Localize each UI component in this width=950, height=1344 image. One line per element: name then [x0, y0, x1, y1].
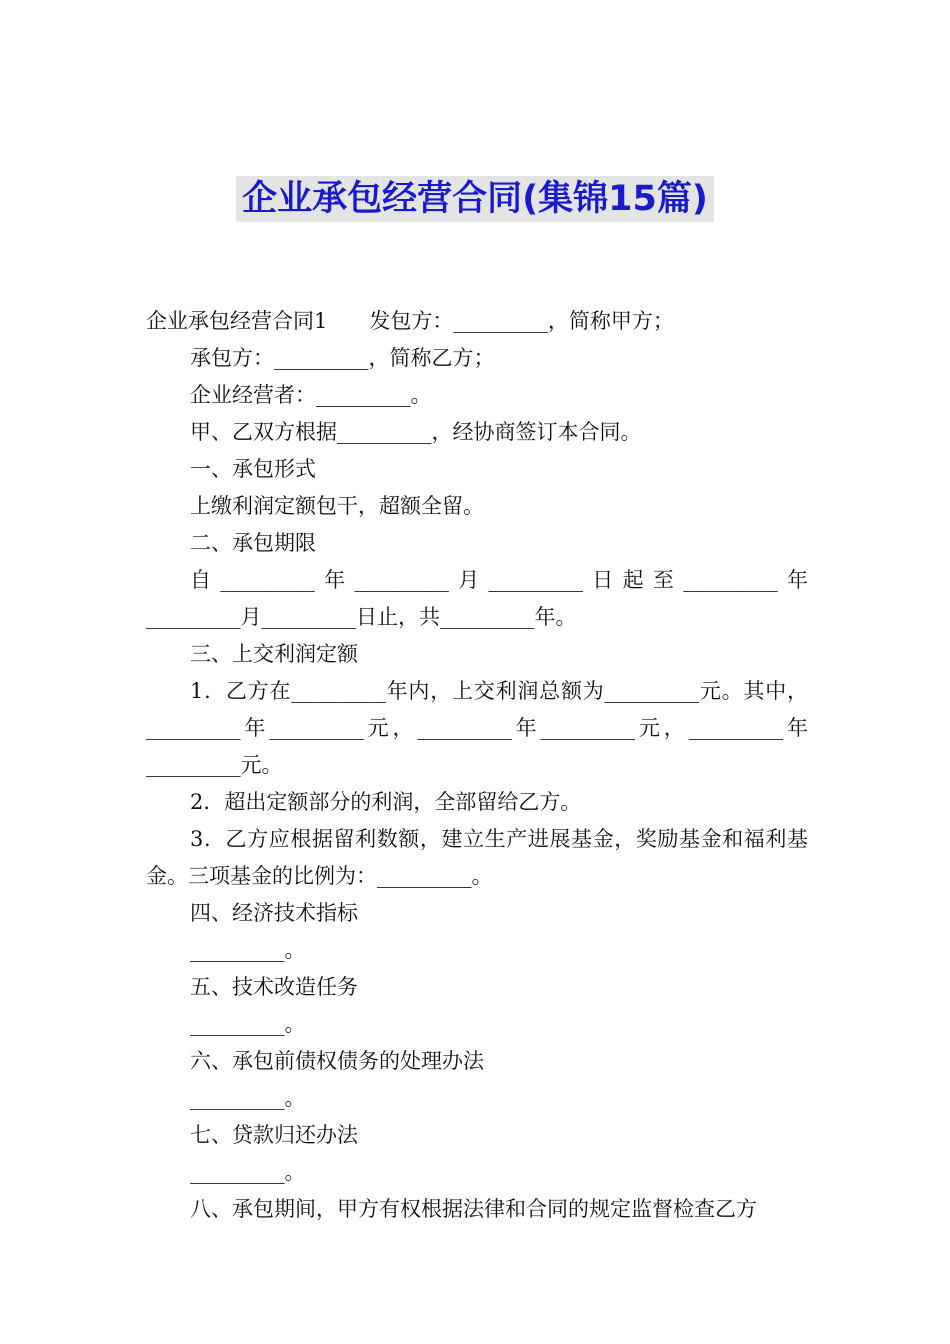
paragraph: 甲、乙双方根据_________，经协商签订本合同。 [190, 420, 642, 444]
paragraph: _________。 [190, 1086, 306, 1110]
paragraph: 三、上交利润定额 [190, 642, 358, 666]
paragraph: 四、经济技术指标 [190, 901, 358, 925]
paragraph: 七、贷款归还办法 [190, 1123, 358, 1147]
document-title: 企业承包经营合同(集锦15篇) [236, 176, 714, 222]
title-container [0, 176, 950, 222]
paragraph: _________。 [190, 1012, 306, 1036]
paragraph: 3．乙方应根据留利数额，建立生产进展基金，奖励基金和福利基金。三项基金的比例为：_________。 [146, 827, 808, 888]
paragraph: 承包方：_________，简称乙方； [190, 346, 495, 370]
paragraph: 五、技术改造任务 [190, 975, 358, 999]
paragraph: 2．超出定额部分的利润，全部留给乙方。 [190, 790, 582, 814]
paragraph: 企业经营者：_________。 [190, 383, 432, 407]
paragraph: 一、承包形式 [190, 457, 316, 481]
paragraph: 上缴利润定额包干，超额全留。 [190, 494, 484, 518]
paragraph: 自_________年_________月_________日起至_________年_________月_________日止，共_________年。 [146, 568, 808, 629]
document-body [146, 303, 808, 1228]
paragraph: 八、承包期间，甲方有权根据法律和合同的规定监督检查乙方 [190, 1197, 757, 1221]
paragraph: 六、承包前债权债务的处理办法 [190, 1049, 484, 1073]
paragraph: 1．乙方在_________年内，上交利润总额为_________元。其中，_________年_________元，_________年_________元，_________年_________元。 [146, 679, 808, 777]
paragraph: _________。 [190, 1160, 306, 1184]
paragraph: _________。 [190, 938, 306, 962]
paragraph: 二、承包期限 [190, 531, 316, 555]
paragraph: 企业承包经营合同1 发包方：_________，简称甲方； [146, 309, 674, 333]
